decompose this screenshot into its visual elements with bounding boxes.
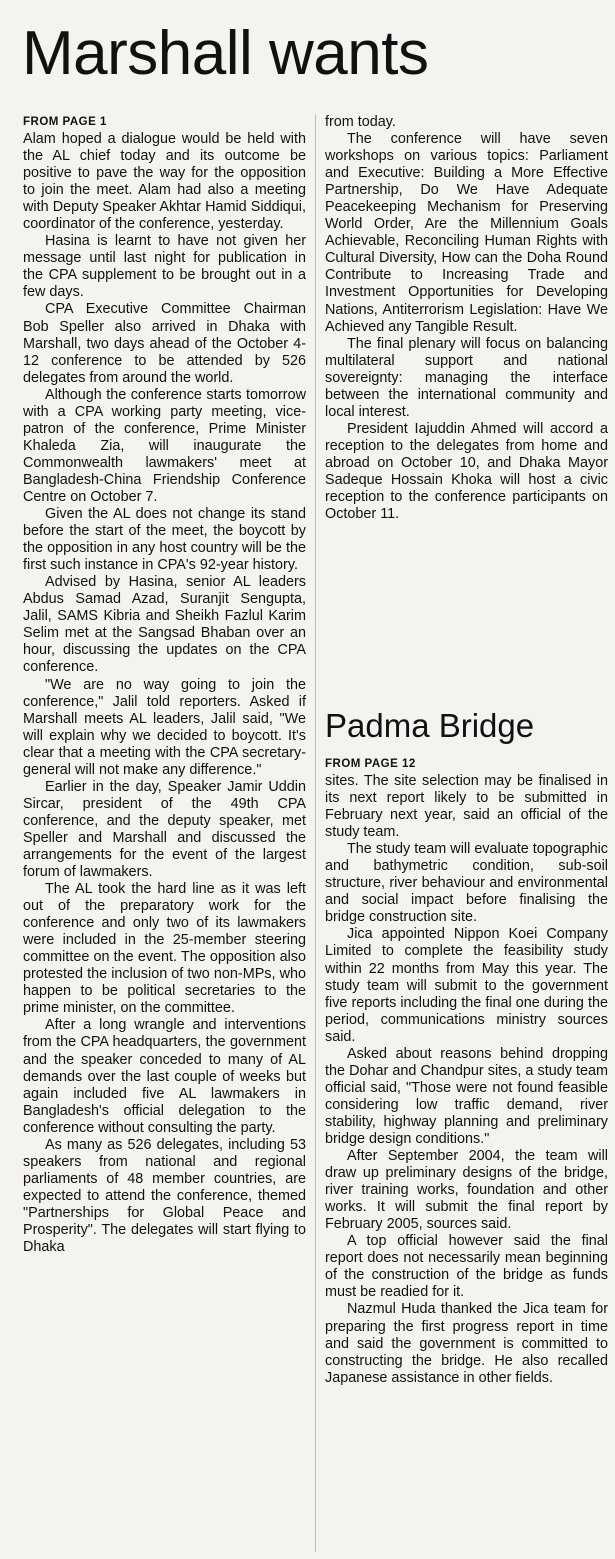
jump-line: FROM PAGE 12 bbox=[325, 758, 416, 770]
article-right-column-continued bbox=[325, 114, 608, 523]
paragraph: As many as 526 delegates, including 53 speakers from national and regional parliaments of 48 member countries, are expected to attend the conference, themed "Partnerships for Global Peace and Prosperity". The delegates will start flying to Dhaka bbox=[23, 1136, 306, 1256]
paragraph: "We are no way going to join the conference," Jalil told reporters. Asked if Marshall meets AL leaders, Jalil said, "We will explain why we decided to boycott. It's clear that a meeting with the CPA secretary-general will not make any difference." bbox=[23, 676, 306, 778]
article-left-column bbox=[23, 114, 306, 1256]
story-headline: Padma Bridge bbox=[325, 707, 535, 744]
paragraph: Nazmul Huda thanked the Jica team for preparing the first progress report in time and said the government is committed to constructing the bridge. He also recalled Japanese assistance in other fields. bbox=[325, 1301, 608, 1386]
paragraph: A top official however said the final report does not necessarily mean beginning of the construction of the bridge as funds must be readied for it. bbox=[325, 1233, 608, 1301]
jump-line: FROM PAGE 1 bbox=[23, 116, 107, 128]
paragraph: The AL took the hard line as it was left out of the preparatory work for the conference and only two of its lawmakers were included in the 25-member steering committee on the event. The opposition also protested the inclusion of two non-MPs, who happen to be political secretaries to the prime minister, on the committee. bbox=[23, 881, 306, 1017]
paragraph: Advised by Hasina, senior AL leaders Abdus Samad Azad, Suranjit Sengupta, Jalil, SAMS Kibria and Sheikh Fazlul Karim Selim met at the Sangsad Bhaban over an hour, discussing the updates on the CPA conference. bbox=[23, 574, 306, 676]
paragraph: Hasina is learnt to have not given her message until last night for publication in the CPA supplement to be brought out in a few days. bbox=[23, 233, 306, 301]
page-headline: Marshall wants bbox=[22, 19, 429, 88]
paragraph: Earlier in the day, Speaker Jamir Uddin Sircar, president of the 49th CPA conference, and the deputy speaker, met Speller and Marshall and discussed the arrangements for the event of the largest forum of lawmakers. bbox=[23, 778, 306, 881]
paragraph: The study team will evaluate topographic and bathymetric condition, sub-soil structure, river behaviour and environmental and social impact before finalising the bridge construction site. bbox=[325, 841, 608, 926]
paragraph: sites. The site selection may be finalised in its next report likely to be submitted in February next year, said an official of the study team. bbox=[325, 773, 608, 841]
column-divider bbox=[315, 114, 316, 1552]
paragraph: After a long wrangle and interventions from the CPA headquarters, the government and the speaker conceded to many of AL demands over the last couple of weeks but again included five AL lawmakers in Bangladesh's official delegation to the conference without consulting the party. bbox=[23, 1017, 306, 1136]
paragraph: CPA Executive Committee Chairman Bob Speller also arrived in Dhaka with Marshall, two days ahead of the October 4-12 conference to be attended by 526 delegates from around the world. bbox=[23, 301, 306, 386]
paragraph: Alam hoped a dialogue would be held with the AL chief today and its outcome be positive to pave the way for the opposition to join the meet. Alam had also a meeting with Deputy Speaker Akhtar Hamid Siddiqui, coordinator of the conference, yesterday. bbox=[23, 131, 306, 233]
paragraph: Asked about reasons behind dropping the Dohar and Chandpur sites, a study team official said, "Those were not found feasible considering low traffic demand, river stability, highway planning and preliminary bridge design conditions." bbox=[325, 1045, 608, 1147]
paragraph: President Iajuddin Ahmed will accord a reception to the delegates from home and abroad on October 10, and Dhaka Mayor Sadeque Hossain Khoka will host a civic reception to the conference participants on October 11. bbox=[325, 420, 608, 523]
paragraph: Jica appointed Nippon Koei Company Limited to complete the feasibility study within 22 months from May this year. The study team will submit to the government five reports including the final one during the period, communications ministry sources said. bbox=[325, 926, 608, 1045]
paragraph: from today. bbox=[325, 114, 396, 130]
paragraph: The final plenary will focus on balancing multilateral support and national sovereignty: managing the interface between the international community and local interest. bbox=[325, 335, 608, 420]
paragraph: After September 2004, the team will draw up preliminary designs of the bridge, river training works, foundation and other works. It will submit the final report by February 2005, sources said. bbox=[325, 1148, 608, 1233]
paragraph: Given the AL does not change its stand before the start of the meet, the boycott by the opposition in any host country will be the first such instance in CPA's 92-year history. bbox=[23, 506, 306, 574]
padma-bridge-story bbox=[325, 702, 608, 1387]
paragraph: The conference will have seven workshops on various topics: Parliament and Executive: Building a More Effective Partnership, Do We Have Adequate Peacekeeping Mechanism for Preserving World Order, Are the Millennium Goals Achievable, Reconciling Human Rights with Cultural Diversity, How can the Doha Round Contribute to Increasing Trade and Investment Opportunities for Developing Nations, Antiterrorism Legislation: Have We Achieved any Tangible Result. bbox=[325, 131, 608, 335]
paragraph: Although the conference starts tomorrow with a CPA working party meeting, vice-patron of the conference, Prime Minister Khaleda Zia, will inaugurate the Commonwealth lawmakers' meet at Bangladesh-China Friendship Conference Centre on October 7. bbox=[23, 386, 306, 505]
